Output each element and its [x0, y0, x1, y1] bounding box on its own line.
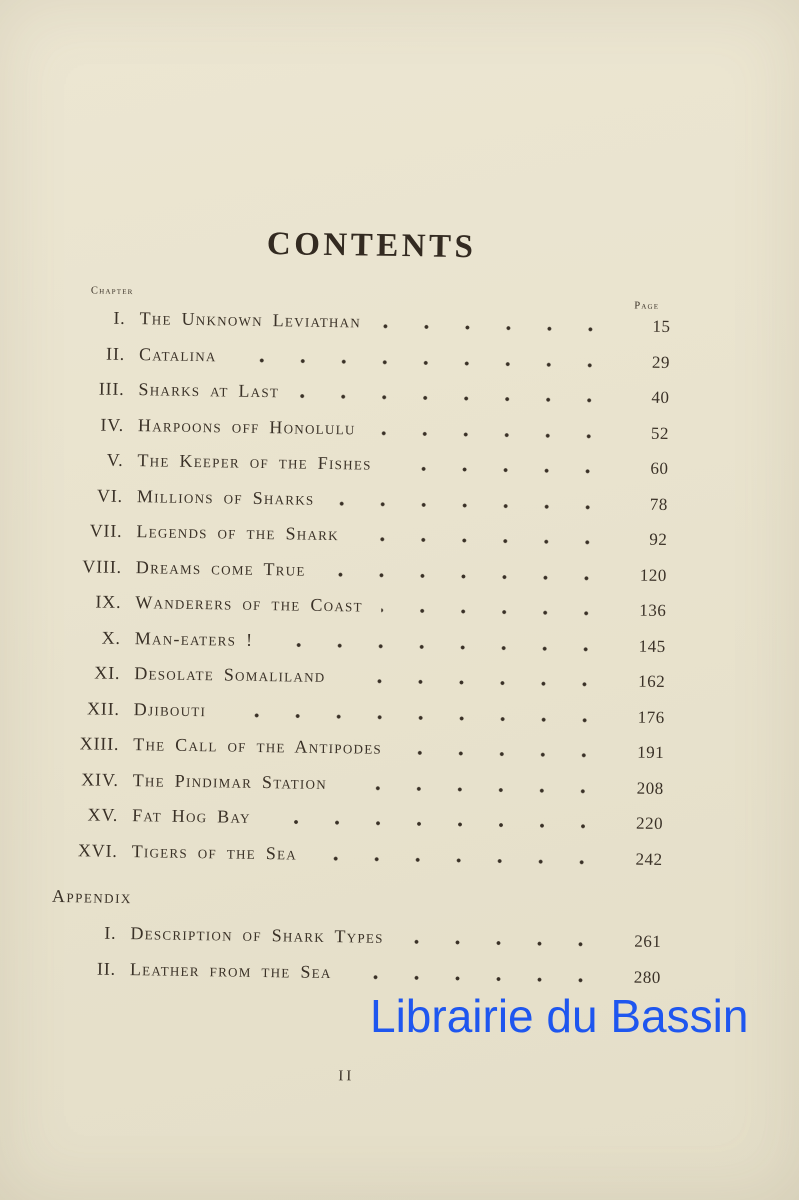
page-number: 52 — [650, 423, 670, 443]
page-column-label: Page — [634, 300, 660, 312]
dot-leader — [297, 393, 609, 405]
chapter-title: Millions of Sharks — [136, 485, 315, 509]
dot-leader — [224, 711, 605, 724]
page-number: 60 — [650, 458, 669, 479]
page-title: CONTENTS — [266, 226, 477, 266]
bookseller-watermark: Librairie du Bassin — [370, 990, 749, 1042]
chapter-title: The Keeper of the Fishes — [137, 450, 372, 474]
chapter-title: Dreams come True — [135, 556, 306, 580]
chapter-title: Catalina — [138, 343, 217, 365]
dot-leader — [400, 749, 604, 759]
dot-leader — [379, 323, 611, 333]
page-number: 78 — [649, 494, 669, 514]
page-number: 120 — [639, 565, 667, 585]
dot-leader — [343, 677, 605, 688]
dot-leader — [332, 500, 607, 511]
chapter-title: Tigers of the Sea — [131, 840, 298, 864]
page-number: 242 — [635, 849, 663, 869]
page-number: 208 — [636, 778, 664, 798]
page-number: 162 — [638, 671, 666, 691]
page-number: 191 — [637, 742, 665, 762]
chapter-numeral: XIII. — [79, 733, 120, 754]
appendix-title: Leather from the Sea — [129, 959, 332, 983]
dot-leader — [350, 973, 601, 984]
chapter-numeral: V. — [106, 449, 124, 470]
appendix-title: Description of Shark Types — [130, 923, 384, 947]
page-number: 40 — [651, 387, 670, 408]
chapter-title: Djibouti — [133, 698, 207, 720]
dot-leader — [324, 570, 607, 581]
chapter-title: The Unknown Leviathan — [139, 308, 362, 332]
chapter-numeral: X. — [101, 627, 121, 648]
page-number: 176 — [637, 707, 665, 727]
appendix-heading: Appendix — [51, 885, 133, 908]
appendix-numeral: I. — [104, 922, 117, 943]
chapter-numeral: IV. — [100, 414, 125, 435]
chapter-title: Legends of the Shark — [136, 521, 340, 545]
column-headers — [61, 285, 671, 312]
dot-leader — [373, 429, 608, 439]
dot-leader — [235, 356, 610, 369]
dot-leader — [269, 818, 603, 830]
dot-leader — [271, 641, 606, 653]
chapter-title: Man-eaters ! — [134, 627, 254, 650]
dot-leader — [402, 938, 602, 948]
dot-leader — [390, 465, 609, 475]
chapter-title: Sharks at Last — [138, 379, 280, 402]
chapter-numeral: XVI. — [77, 839, 118, 861]
table-of-contents — [52, 307, 670, 884]
dot-leader — [357, 535, 608, 546]
chapter-numeral: XIV. — [81, 768, 119, 790]
chapter-numeral: VI. — [96, 485, 124, 506]
printed-page-content — [49, 221, 672, 1090]
chapter-numeral: I. — [113, 307, 126, 328]
page-number: 92 — [649, 529, 668, 550]
chapter-title: Harpoons off Honolulu — [137, 414, 356, 438]
chapter-numeral: XI. — [94, 662, 121, 683]
page-number: 220 — [635, 813, 664, 833]
page-number: 136 — [639, 600, 667, 621]
chapter-title: Fat Hog Bay — [132, 805, 251, 827]
chapter-column-label: Chapter — [90, 285, 134, 298]
chapter-title: The Pindimar Station — [132, 769, 328, 793]
page-number: 29 — [651, 352, 671, 372]
chapter-numeral: XV. — [87, 804, 119, 825]
page-number: 280 — [633, 967, 661, 987]
appendix-section — [51, 885, 663, 1003]
folio-page-number: II — [338, 1068, 355, 1085]
dot-leader — [315, 854, 603, 865]
chapter-title: Wanderers of the Coast — [135, 592, 364, 616]
chapter-numeral: VIII. — [82, 555, 123, 577]
page-number: 15 — [652, 316, 671, 337]
chapter-title: The Call of the Antipodes — [133, 734, 383, 758]
chapter-numeral: IX. — [95, 591, 122, 612]
dot-leader — [381, 607, 607, 617]
page-number: 145 — [638, 636, 666, 656]
page-number: 261 — [634, 931, 662, 951]
appendix-numeral: II. — [96, 958, 117, 979]
dot-leader — [345, 784, 604, 795]
chapter-numeral: XII. — [86, 697, 120, 719]
chapter-title: Desolate Somaliland — [134, 663, 326, 686]
chapter-numeral: II. — [106, 343, 126, 364]
chapter-numeral: VII. — [89, 520, 123, 541]
chapter-numeral: III. — [98, 378, 125, 399]
